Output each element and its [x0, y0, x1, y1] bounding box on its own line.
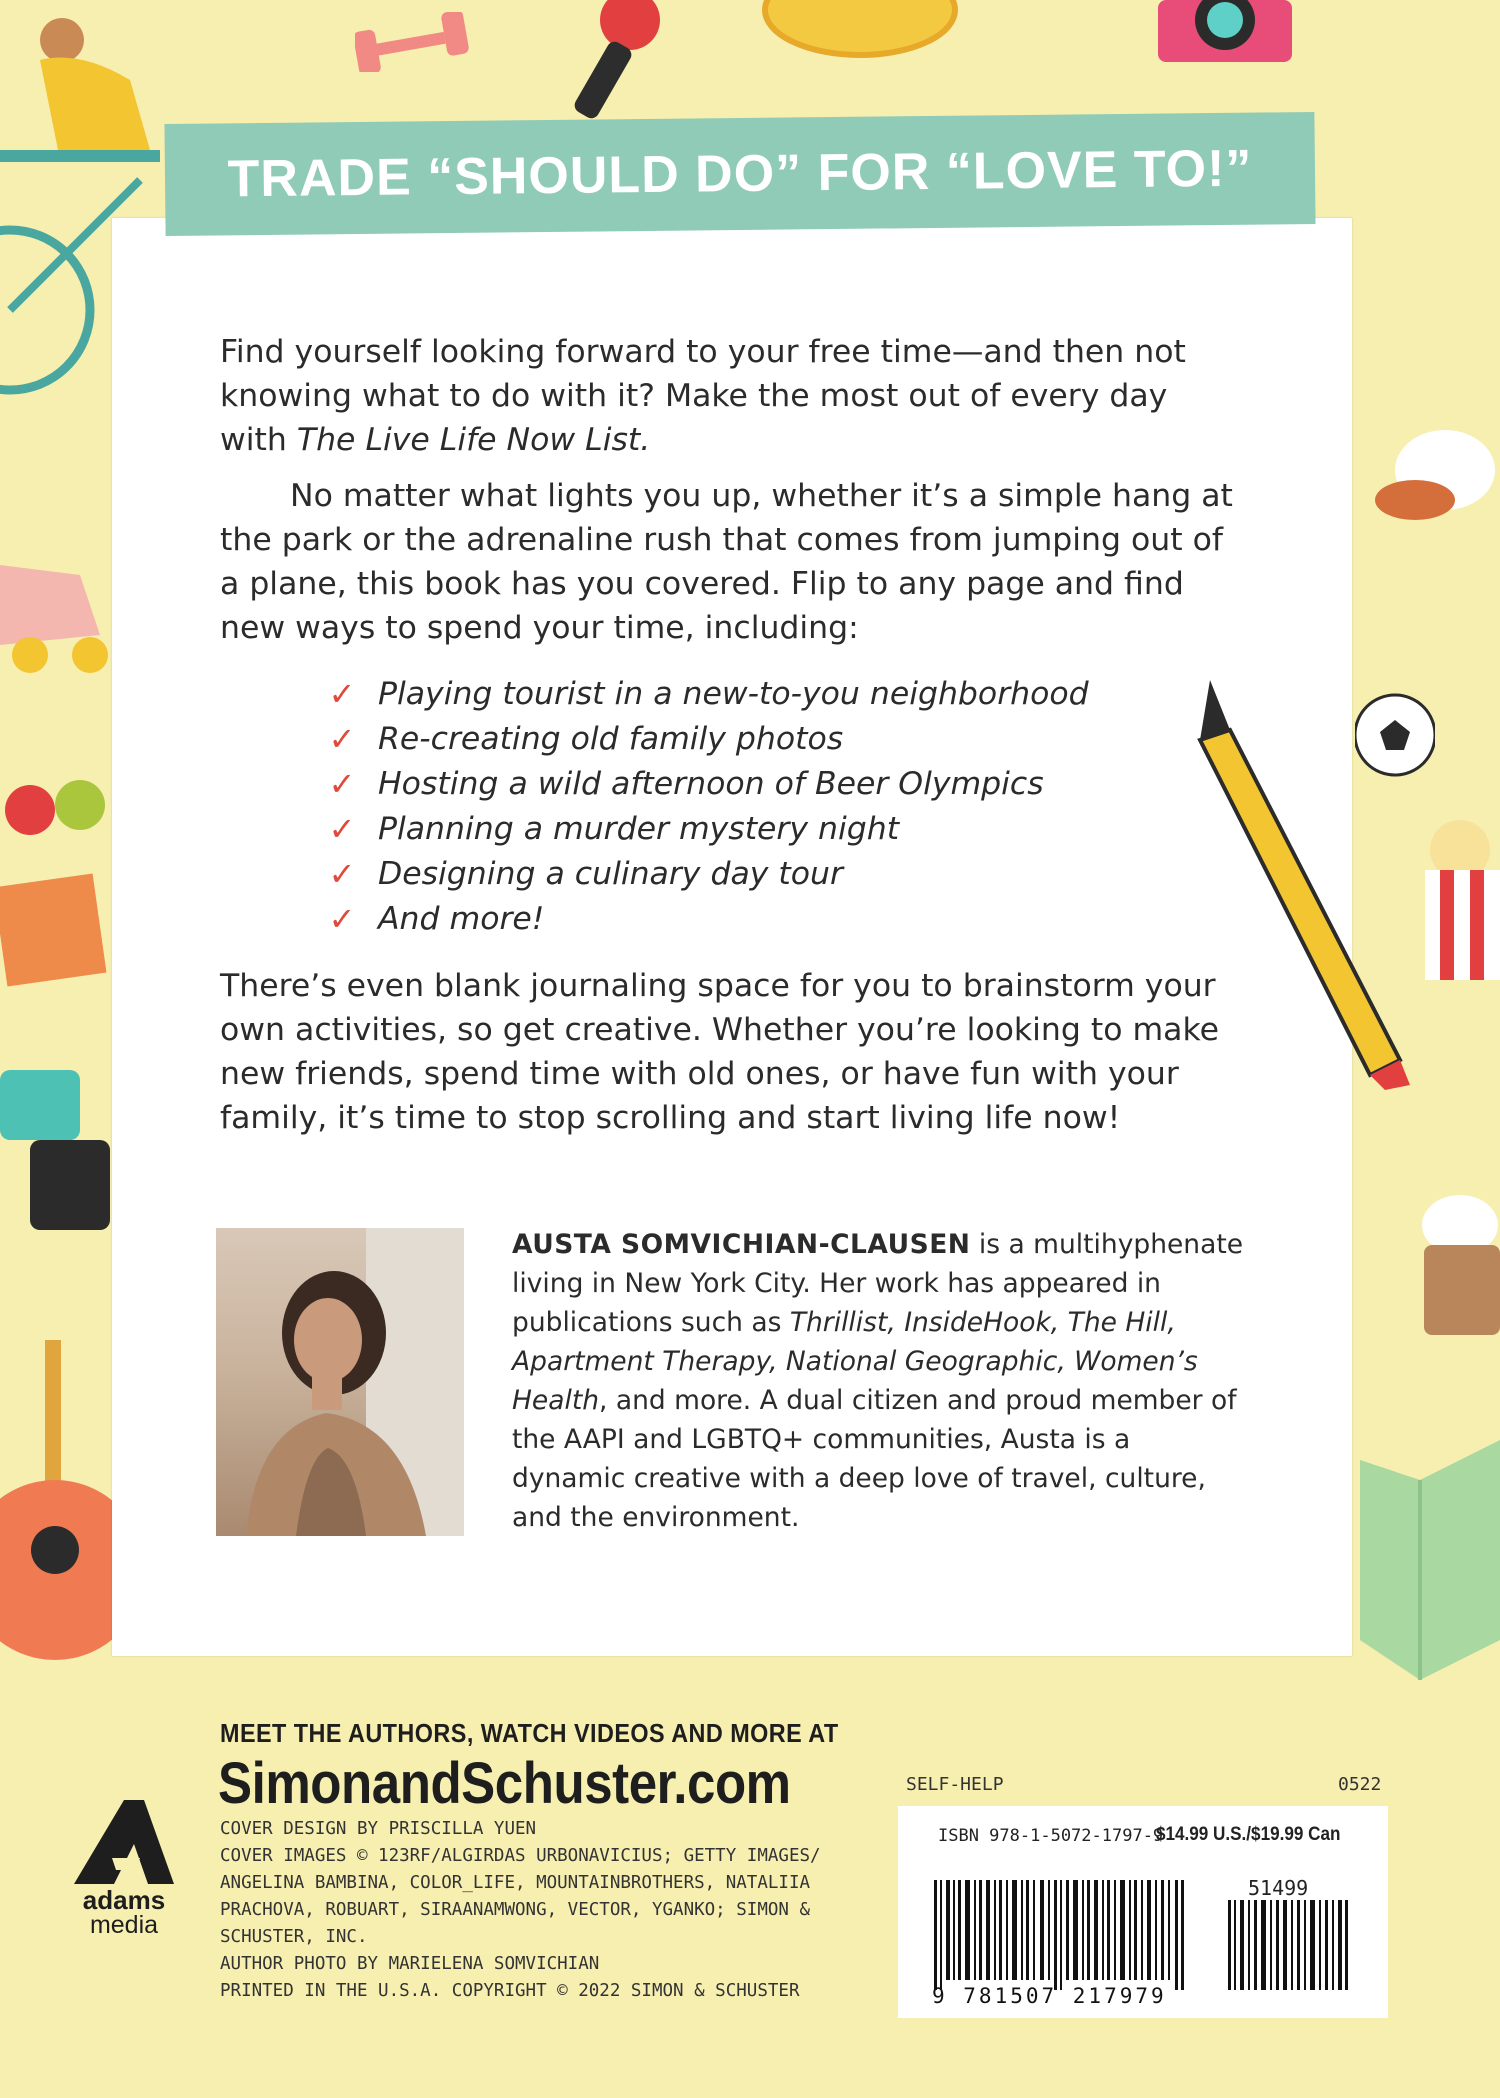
adams-logo-icon [74, 1800, 174, 1884]
price-barcode [1228, 1900, 1348, 1990]
fruit-illustration [0, 760, 120, 994]
map-illustration [1340, 1440, 1500, 1704]
checkmark-icon: ✓ [328, 765, 356, 803]
intro-text: Find yourself looking forward to your free time—and then not knowing what to do with it? Make the most out of every day with [220, 334, 1186, 458]
microphone-illustration [560, 0, 670, 134]
publisher-sub: media [89, 1911, 159, 1939]
headline-banner [164, 112, 1315, 236]
category-label: SELF-HELP [906, 1774, 1004, 1795]
book-title: The Live Life Now List. [296, 422, 651, 458]
list-item: ✓ Planning a murder mystery night [322, 807, 1089, 852]
price-code: 51499 [1248, 1876, 1309, 1900]
publisher-name: adams [82, 1885, 166, 1915]
isbn-barcode [934, 1880, 1184, 1990]
price-text: $14.99 U.S./$19.99 Can [1156, 1824, 1341, 1845]
author-bio: AUSTA SOMVICHIAN-CLAUSEN is a multihyphenate living in New York City. Her work has appeared in publications such as Thrillist, InsideHook, The Hill, Apartment Therapy, National Geographic, Women’s Health, and more. A dual citizen and proud member of the AAPI and LGBTQ+ communities, Austa is a dynamic creative with a deep love of travel, culture, and the environment. [512, 1229, 1244, 1533]
checkmark-icon: ✓ [328, 855, 356, 893]
credits-block: COVER DESIGN BY PRISCILLA YUEN COVER IMAGES © 123RF/ALGIRDAS URBONAVICIUS; GETTY IMAGES/ ANGELINA BAMBINA, COLOR_LIFE, MOUNTAINBROTHERS, NATALIIA PRACHOVA, ROBUART, SIRAANAMWONG, VECTOR, YGANKO; SIMON & SCHUSTER, INC. AUTHOR PHOTO BY MARIELENA SOMVICHIAN PRINTED IN THE U.S.A. COPYRIGHT © 2022 SIMON & SCHUSTER [220, 1819, 821, 2001]
binoculars-illustration [0, 1050, 120, 1254]
checkmark-icon: ✓ [328, 720, 356, 758]
list-item: ✓ Hosting a wild afternoon of Beer Olympics [322, 762, 1089, 807]
popcorn-illustration [1420, 820, 1500, 994]
dumbbell-illustration [355, 12, 475, 76]
publication-list: Thrillist, InsideHook, The Hill, Apartment Therapy, National Geographic, Women’s Health [512, 1307, 1198, 1416]
pencil-illustration [1190, 680, 1420, 1094]
promo-line: MEET THE AUTHORS, WATCH VIDEOS AND MORE AT [220, 1718, 839, 1748]
coffee-illustration [1420, 1185, 1500, 1359]
list-item: ✓ And more! [322, 897, 1089, 942]
checkmark-icon: ✓ [328, 675, 356, 713]
checkmark-icon: ✓ [328, 900, 356, 938]
author-name: AUSTA SOMVICHIAN-CLAUSEN [512, 1229, 971, 1260]
isbn-text: ISBN 978-1-5072-1797-9 [938, 1826, 1164, 1846]
headline-title: TRADE “SHOULD DO” FOR “LOVE TO!” [227, 139, 1253, 209]
website-link[interactable]: SimonandSchuster.com [218, 1751, 791, 1816]
intro-paragraph [220, 330, 1240, 462]
description-panel [112, 218, 1352, 1656]
checkmark-icon: ✓ [328, 810, 356, 848]
skate-illustration [0, 545, 120, 689]
list-item: ✓ Re-creating old family photos [322, 717, 1089, 762]
activities-paragraph: No matter what lights you up, whether it’s a simple hang at the park or the adrenaline rush that comes from jumping out of a plane, this book has you covered. Flip to any page and find new ways to spend your time, including: [220, 478, 1233, 646]
author-photo [216, 1228, 464, 1536]
racket-illustration [760, 0, 960, 74]
date-code: 0522 [1338, 1774, 1382, 1795]
barcode-box [898, 1806, 1388, 2018]
camera-illustration [1150, 0, 1300, 74]
barcode-digits: 9 781507 217979 [932, 1984, 1167, 2008]
dog-illustration [1355, 410, 1500, 554]
list-item: ✓ Designing a culinary day tour [322, 852, 1089, 897]
closing-paragraph: There’s even blank journaling space for you to brainstorm your own activities, so get creative. Whether you’re looking to make new friends, spend time with old ones, or have fun with your family, it’s time to stop scrolling and start living life now! [220, 968, 1219, 1136]
publisher-logo [64, 1800, 184, 1938]
activities-list [322, 672, 1089, 942]
list-item: ✓ Playing tourist in a new-to-you neighborhood [322, 672, 1089, 717]
